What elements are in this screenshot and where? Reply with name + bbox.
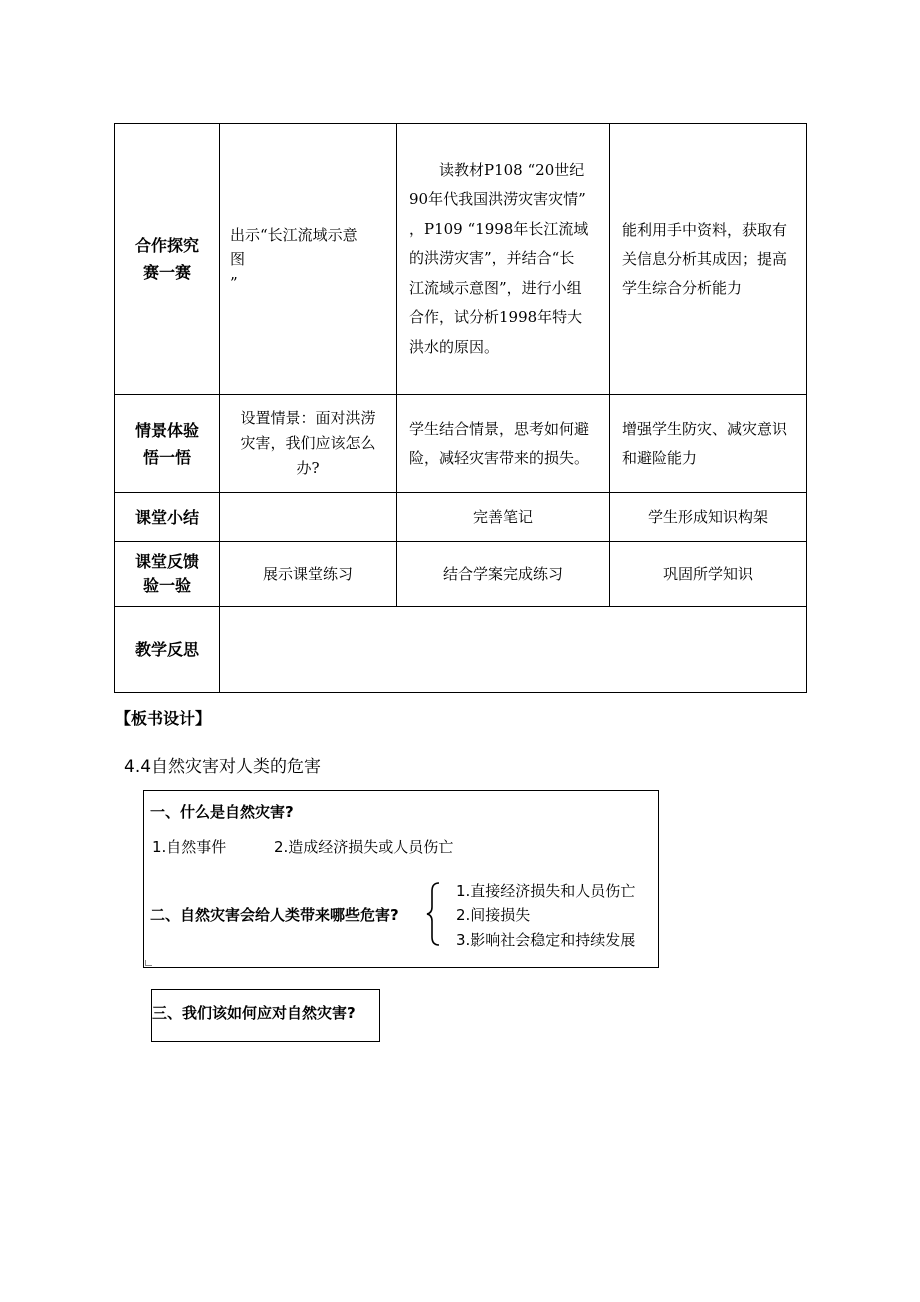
table-row bbox=[115, 493, 807, 542]
board-design-box bbox=[143, 790, 659, 968]
q1-point: 2.造成经济损失或人员伤亡 bbox=[274, 838, 454, 856]
q2-point: 3.影响社会稳定和持续发展 bbox=[456, 931, 636, 949]
board-design-title: 【板书设计】 bbox=[115, 709, 212, 728]
student-activity-cell: 读教材P108 “20世纪 90年代我国洪涝灾害灾情” ，P109 “1998年长江流域 的洪涝灾害”，并结合“长 江流域示意图”，进行小组 合作，试分析1998年特大 洪水的原因。 bbox=[397, 124, 610, 395]
table-row bbox=[115, 542, 807, 607]
brace-icon bbox=[425, 881, 441, 947]
reflection-cell bbox=[220, 607, 807, 693]
corner-mark bbox=[145, 960, 152, 966]
teacher-activity-cell bbox=[220, 493, 397, 542]
stage-cell: 教学反思 bbox=[115, 607, 220, 693]
table-row bbox=[115, 124, 807, 395]
question-3: 三、我们该如何应对自然灾害? bbox=[152, 1004, 356, 1022]
table-row bbox=[115, 607, 807, 693]
table-row bbox=[115, 395, 807, 493]
question-1: 一、什么是自然灾害? bbox=[150, 803, 294, 821]
question-3-box bbox=[151, 989, 380, 1042]
stage-cell: 课堂小结 bbox=[115, 493, 220, 542]
student-activity-cell: 结合学案完成练习 bbox=[397, 542, 610, 607]
stage-cell: 合作探究 赛一赛 bbox=[115, 124, 220, 395]
q2-point: 1.直接经济损失和人员伤亡 bbox=[456, 882, 636, 900]
design-intent-cell: 增强学生防灾、减灾意识 和避险能力 bbox=[610, 395, 807, 493]
design-intent-cell: 学生形成知识构架 bbox=[610, 493, 807, 542]
student-activity-cell: 学生结合情景，思考如何避 险，减轻灾害带来的损失。 bbox=[397, 395, 610, 493]
question-2: 二、自然灾害会给人类带来哪些危害? bbox=[150, 906, 399, 924]
teacher-activity-cell: 设置情景：面对洪涝 灾害，我们应该怎么 办? bbox=[220, 395, 397, 493]
board-heading: 4.4自然灾害对人类的危害 bbox=[124, 757, 322, 777]
design-intent-cell: 能利用手中资料，获取有 关信息分析其成因；提高 学生综合分析能力 bbox=[610, 124, 807, 395]
q2-point: 2.间接损失 bbox=[456, 906, 531, 924]
teacher-activity-cell: 展示课堂练习 bbox=[220, 542, 397, 607]
lesson-plan-table bbox=[114, 123, 807, 693]
stage-cell: 课堂反馈 验一验 bbox=[115, 542, 220, 607]
stage-cell: 情景体验 悟一悟 bbox=[115, 395, 220, 493]
design-intent-cell: 巩固所学知识 bbox=[610, 542, 807, 607]
q1-point: 1.自然事件 bbox=[152, 838, 227, 856]
teacher-activity-cell: 出示“长江流域示意 图 ” bbox=[220, 124, 397, 395]
student-activity-cell: 完善笔记 bbox=[397, 493, 610, 542]
